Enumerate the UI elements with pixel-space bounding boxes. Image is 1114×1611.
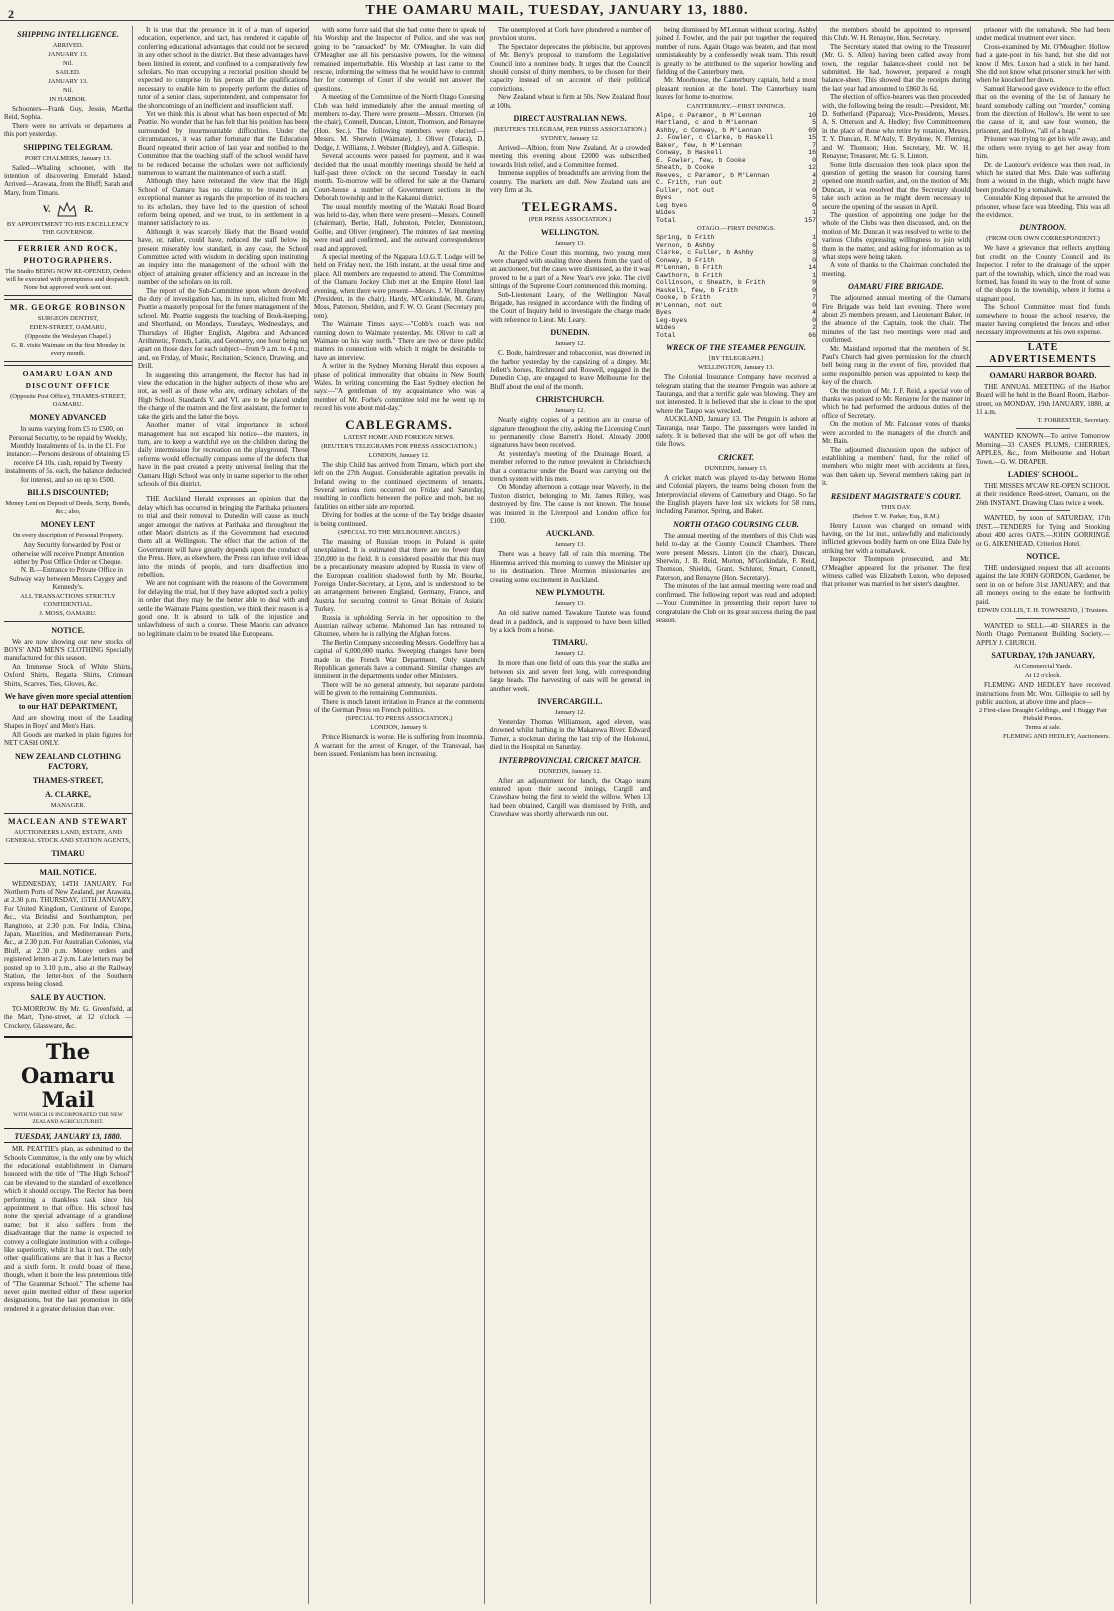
mail-notice-text: WEDNESDAY, 14TH JANUARY. For Northern Ports of New Zealand, per Arawata, at 2.30 p.m. THURSDAY, 15TH JANUARY. For United Kingdom, Continent of Europe, &c., via Brindisi and Southampton, per Rangitoto, at 2.30 p.m. For India, China, Japan, Mauritius, and Mediterranean Ports, &c., at 2.30 p.m. For Australian Colonies, via Bluff, at 2.30 p.m. Money orders and registered letters at 2 p.m. Late letters may be posted up to 3.10 p.m., also at the Railway Station, the letter-box of the Southern express being closed.: [4, 879, 132, 989]
crest-v: V.: [42, 204, 51, 215]
score-row: [656, 242, 816, 250]
paper-masthead: [4, 1036, 132, 1129]
col6-p6: A vote of thanks to the Chairman concluded the meeting.: [822, 261, 970, 278]
shipping-telegram-place: PORT CHALMERS, January 13.: [24, 154, 112, 162]
score-player: Haskell, few, b Frith: [656, 286, 738, 294]
score-runs: 5: [812, 194, 816, 202]
editorial-p3: Yet we think this is about what has been expected of Mr. Peattie. No wonder that he has felt that his position has been surrounded by insurmountable difficulties. Under the circumstances, it was rather fortunate that the Education Board repeated their action of last year and notified to the Committee that the teaching staff of the school would have to be reduced because the scholars were not sufficiently numerous to warrant the maintenance of such a staff.: [138, 110, 308, 177]
maclean-title: MACLEAN AND STEWART: [7, 816, 129, 826]
cable-source-3: (SPECIAL TO PRESS ASSOCIATION.): [345, 715, 453, 723]
col4-p16: After an adjournment for lunch, the Otago team entered upon their second innings, Cargill and Crawshaw being the first to wield the willow. When 13 had been obtained, Cargill was dismissed by Frith, and Crawshaw was shortly afterwards run out.: [490, 776, 650, 819]
score-1-total-value: 157: [804, 216, 816, 224]
score-runs: 0: [812, 301, 816, 309]
column-7: [976, 26, 1110, 1604]
thames-street: THAMES-STREET,: [32, 775, 104, 785]
score-row: [656, 202, 816, 210]
loan-title: OAMARU LOAN AND DISCOUNT OFFICE: [22, 369, 114, 391]
fire-p1: The adjourned annual meeting of the Oamaru Fire Brigade was held last evening. There were about 25 members present, and Lieutenant Baker, in the absence of the Captain, took the chair. The minutes of the last two meetings were read and confirmed.: [822, 294, 970, 345]
col6-p2: The Secretary stated that owing to the Treasurer (Mr. G. S. Allen) having been called away from town, the regular balance-sheet could not be submitted. He had, however, prepared a rough balance-sheet. This showed that the receipts during the last year had amounted to £860 3s 6d.: [822, 42, 970, 93]
fire-p3: On the motion of Mr. J. F. Reid, a special vote of thanks was passed to Mr. Renayne for the manner in which he had performed the arduous duties of the office of Secretary.: [822, 386, 970, 420]
robinson-advert: [4, 299, 132, 362]
score-player: Conway, b Haskell: [656, 149, 723, 157]
cable-source-2: (SPECIAL TO THE MELBOURNE ARGUS.): [338, 528, 460, 536]
fire-p4: On the motion of Mr. Falconer votes of thanks were accorded to the managers of the church and Mr. Bain.: [822, 420, 970, 446]
sale-time: At 12 o'clock.: [1024, 672, 1062, 680]
col4-p13: An old native named Tawakure Tautete was found dead in a paddock, and is supposed to have been killed by a kick from a horse.: [490, 609, 650, 634]
newspaper-masthead-line: [0, 0, 1114, 21]
score-row: [656, 324, 816, 332]
score-runs: 0: [812, 186, 816, 194]
wreck-date: WELLINGTON, January 13.: [697, 364, 775, 372]
col4-p11: On Monday afternoon a cottage near Waverly, in the Tuxton district, belonging to Mr. James Rilley, was destroyed by fire. The cause is not known. The house was insured in the Liverpool and London office for £100.: [490, 483, 650, 526]
maclean-advert: [4, 813, 132, 864]
score-row: [656, 157, 816, 165]
sailed-list: Nil.: [63, 87, 73, 94]
col4-p7: Sub-Lieutenant Leary, of the Wellington Naval Brigade, has resigned in accordance with the finding of the Court of Inquiry held to investigate the charge made with reference to Lieut. Mc Leary.: [490, 290, 650, 324]
arrived-date: JANUARY 13.: [48, 51, 88, 58]
editorial-p6: The report of the Sub-Committee upon whom devolved the duty of investigation has, in its turn, elicited from Mr. Peattie a masterly proposal for the future management of the school. Mr. Peattie suggests the teaching of Book-keeping, and Shorthand, on Mondays, Tuesdays, Wednesdays, and Thursdays of Higher English, Algebra and Advanced Arithmetic, French, Latin, and Geometry, one hour being set apart on those days for each subject—from 9 a.m. to 4 p.m.; and, on Friday, of Music, Recitation, Science, Drawing, and Drill.: [138, 286, 308, 371]
sailed-heading: SAILED.: [55, 69, 81, 76]
score-player: Hartland, c and b M'Lennan: [656, 119, 758, 127]
plain-text: All Goods are marked in plain figures for NET CASH ONLY.: [4, 730, 132, 748]
moss-name: J. MOSS, OAMARU.: [39, 609, 97, 617]
dunedin-heading: DUNEDIN.: [550, 328, 590, 338]
scorecard-1: [656, 112, 816, 217]
wreck-p1: The Colonial Insurance Company have received a telegram stating that the steamer Penguin was ashore at Tauranga, and that a terrific gale was blowing. They are not interested. It is believed that she is close to the spot where the Taupo was wrecked.: [656, 373, 816, 415]
wreck-p2: AUCKLAND, January 13. The Penguin is ashore at Tauranga, near Taupo. The passengers were landed in safety. It is believed that she will be got off when the tide flows.: [656, 415, 816, 449]
cable-4: Russia is upholding Servia in her opposition to the Austrian railway scheme. Mahomed Jan has retreated to Ghuznee, where he is rallying the Afghan forces.: [314, 613, 484, 639]
scorecard-2: [656, 234, 816, 332]
editorial-p8: Another matter of vital importance in school management has not escaped his notice—the masters, in turn, are to keep a watchful eye on the children during the daily intermission for recreation on the playground. These reforms would effectually compass some of the defects that have in the past created a pretty universal feeling that the Oamaru High School was only in name superior to the other schools of this district.: [138, 421, 308, 488]
col3-p4: The usual monthly meeting of the Waitaki Road Board was held to-day, when there were present—Messrs. Connell (chairman), Bertie, Hall, Johnston, Petcler, Dennistoun, Gollie, and Oliver (engineer). The minutes of last meeting were read and confirmed, and the outward correspondence read and approved.: [314, 202, 484, 253]
timaru-date: January 12.: [555, 650, 585, 658]
auckland-heading: AUCKLAND.: [545, 529, 595, 539]
resident-p2: Inspector Thompson prosecuted, and Mr. O'Meagher appeared for the prisoner. The first witness called was Elizabeth Luxon, who deposed that prisoner was married to her sister's daughter.: [822, 555, 970, 589]
wanted-known-text: WANTED KNOWN—To arrive Tomorrow Morning—33 CASES PLUMS, CHERRIES, APPLES, &c., from Melbourne and Hobart Town.—G. W. DRAPER.: [976, 432, 1110, 466]
col4-p4: Arrived—Albion, from New Zealand. At a crowded meeting this evening about £2000 was subscribed towards Irish relief, and a Committee formed.: [490, 144, 650, 169]
direct-news-date: SYDNEY, January 12.: [540, 135, 600, 143]
cricket-heading: CRICKET.: [718, 452, 754, 462]
direct-news-heading: DIRECT AUSTRALIAN NEWS.: [513, 114, 627, 124]
christchurch-date: January 12.: [555, 407, 585, 415]
col4-p12: There was a heavy fall of rain this morning. The Hinemoa arrived this morning to convey the Minister up to its destination. Three Mormon missionaries are creating some excitement in Auckland.: [490, 550, 650, 584]
shirts-text: An Immense Stock of White Shirts, Oxford Shirts, Regatta Shirts, Crimean Shirts, Scarves, Ties, Gloves, &c.: [4, 662, 132, 688]
col4-p14: In more than one field of oats this year the stalks are between six and seven feet long, with corresponding large heads. The harvesting of oats will be general in another week.: [490, 659, 650, 693]
score-1-total-label: Total: [656, 216, 676, 224]
duntroon-p1: We have a grievance that reflects anything but credit on the County Council and its Inspector. I refer to the drainage of the upper part of the township, which, since the road was formed, has found its way to the front of some of the shops in the township, where it forms a stagnant pool.: [976, 244, 1110, 303]
sailed-date: JANUARY 13.: [48, 78, 88, 85]
duntroon-heading: DUNTROON.: [1019, 223, 1067, 233]
notice-text: We are now showing our new stocks of BOYS' AND MEN'S CLOTHING Specially manufactured for this season.: [4, 637, 132, 663]
robinson-visit: G. R. visits Waimate on the first Monday in every month.: [11, 342, 125, 358]
score-row: [656, 149, 816, 157]
score-player: Spring, b Frith: [656, 234, 715, 242]
col4-p8: C. Bode, hairdresser and tobacconist, was drowned in the harbor yesterday by the capsizing of a dingey. Mr. Jellett's horses, Richmond and Roswell, engaged in the Dunedin Cup, are engaged to leave Melbourne for the Bluff about the end of the month.: [490, 349, 650, 391]
score-runs: 1: [812, 271, 816, 279]
harbor-text: Schooners—Frank Guy, Jessie, Martha Reid, Sophia.: [4, 105, 132, 122]
score-row: [656, 209, 816, 217]
col6-p3: The election of office-bearers was then proceeded with, the following being the result:—President, Mr. D. Sutherland (Paparoa); Vice-Presidents, Messrs. A. S. Otterson and A. Hedley; five Committeemen in the place of those who retire by rotation, Messrs. T. Y. Duncan, R. M'Auly, T. Brydone, N. Fleming, and W. Thomson; Hon. Secretary, Mr. W. H. Renayne; Treasurer, Mr. G. S. Lintott.: [822, 93, 970, 161]
score-player: Cawthorn, b Frith: [656, 271, 723, 279]
score-player: Sheath, b Cooke: [656, 164, 715, 172]
score-runs: 6: [812, 241, 816, 249]
wreck-source: [BY TELEGRAPH.]: [708, 355, 764, 363]
col5-p1: being dismissed by M'Lennan without scoring. Ashby joined J. Fowler, and the pair put together the required number of runs. Again Otago was beaten, and that most unmistakeably by a confessedly weak team. This result is greatly to be attributed to the superior bowling and fielding of the Canterbury men.: [656, 26, 816, 77]
ferrier-title: FERRIER AND ROCK, PHOTOGRAPHERS.: [18, 244, 118, 266]
agents-text: N. B.—Entrance to Private Office in Subway way between Messrs Caygey and Kennedy's.: [9, 566, 127, 592]
invercargill-heading: INVERCARGILL.: [537, 696, 603, 706]
timaru-heading: TIMARU.: [552, 638, 588, 648]
editorial-p10: We are not cognisant with the reasons of the Government for delaying the trial, but if they have adopted such a policy in order that they may be the better able to deal with and settle the Waimate Plains question, we think their reason is a good one. It is absurd to talk of the injustice and unlawfulness of such a course. These Maoris can advance no legitimate claim to be treated like Europeans.: [138, 579, 308, 638]
col6-p4: Some little discussion then took place upon the question of getting the season for coursing hares opened one month earlier, and, on the motion of Mr. Duncan, it was resolved that the Secretary should take such action as he might deem necessary to secure the opening of the season in April.: [822, 160, 970, 211]
divider: [1016, 510, 1070, 511]
score-runs: 4: [812, 171, 816, 179]
score-2-total-label: Total: [656, 331, 676, 339]
coursing-p2: The minutes of the last annual meeting were read and confirmed. The following report was read and adopted:—Your Committee in presenting their report have to congratulate the Club on its great success during the past season.: [656, 582, 816, 624]
hat-text: And are showing most of the Leading Shapes in Boys' and Men's Hats.: [4, 713, 132, 731]
money-lent: MONEY LENT: [40, 520, 96, 530]
wellington-heading: WELLINGTON.: [540, 227, 600, 237]
column-3: [314, 26, 485, 1604]
auctioneers-text: AUCTIONEERS LAND, ESTATE, AND GENERAL STOCK AND STATION AGENTS,: [5, 828, 131, 844]
cricket-p1: A cricket match was played to-day between Home and Colonial players, the teams being chosen from the Interprovincial elevens of Canterbury and Otago. So far the English players have lost six wickets for 58 runs, including Paramor, Spring, and Baker.: [656, 473, 816, 516]
money-advanced: MONEY ADVANCED: [29, 413, 107, 423]
score-player: Fuller, not out: [656, 186, 715, 194]
harbor-board-heading: OAMARU HARBOR BOARD.: [989, 370, 1097, 380]
score-row: [656, 194, 816, 202]
editorial-p1: MR. PEATTIE's plan, as submitted to the Schools Committee, is the only one by which the educational establishment in Oamaru honored with the title of "The High School" can be elevated to the standard of excellence which it should occupy. The Rector has been performing a thankless task since his appointment to that office. His school has none the special advantage of a grandiose name; but it also suffers from the disadvantage that the name is expected to convey a collegiate institution with a college-like superiority, whilst it has it not. The only other qualifications are that it has a Rector and a sixth form. It could boast of these, though, when it bore the less pretentious title of "The Grammar School." The scheme has never quite merited either of these superior designations, but the last promotion in title rendered it a greater delusion than ever.: [4, 1145, 132, 1313]
new-plymouth-date: January 13.: [555, 600, 585, 608]
coursing-p1: The annual meeting of the members of this Club was held to-day at the County Council Chambers. There were present Messrs. Lintott (in the chair), Duncan, Sherwin, J. B. Reid, Morton, M'Gorkindale, F. Reid, Thomson, Shields, Grant, Schluter, Smart, Connell, Paterson, and Renayne (Hon. Secretary).: [656, 531, 816, 582]
paper-title: The Oamaru Mail: [20, 1039, 116, 1113]
score-runs: 69: [808, 126, 816, 134]
appointment-text: BY APPOINTMENT TO HIS EXCELLENCY THE GOVERNOR.: [6, 221, 130, 237]
sale-items: 2 First-class Draught Geldings, and 1 Buggy Pair Piebald Ponies.: [978, 707, 1108, 723]
score-runs: 10: [808, 111, 816, 119]
notice-heading: NOTICE.: [51, 625, 85, 635]
col4-p10: At yesterday's meeting of the Drainage Board, a member referred to the rumor prevalent in Christchurch that a contractor under the Board was carrying out the trench system with his men.: [490, 449, 650, 484]
score-heading-1: CANTERBURY.—FIRST INNINGS.: [686, 102, 786, 110]
score-runs: 0: [812, 316, 816, 324]
harbor-heading: IN HARBOR.: [49, 96, 87, 103]
score-row: [656, 317, 816, 325]
forrester-signature: T. FORRESTER, Secretary.: [1037, 417, 1110, 425]
col4-p9: Nearly eighty copies of a petition are in course of signature throughout the city, asking the Licensing Court to permanently close Barrett's Hotel. Already 2000 signatures have been received.: [490, 416, 650, 450]
ferrier-text: The Studio BEING NOW RE-OPENED, Orders will be executed with promptness and despatch. None but approved work sent out.: [5, 268, 131, 292]
score-row: [656, 309, 816, 317]
cricket-match-heading: INTERPROVINCIAL CRICKET MATCH.: [498, 755, 642, 765]
money-lent-text: On every description of Personal Property.: [12, 532, 124, 540]
score-runs: 0: [812, 256, 816, 264]
score-player: E. Fowler, few, b Cooke: [656, 156, 746, 164]
telegrams-heading: TELEGRAMS.: [521, 198, 619, 214]
sale-text: TO-MORROW. By Mr. G. Greenfield, at the Mart, Tyne-street, at 12 o'clock — Crockery, Glassware, &c.: [4, 1004, 132, 1030]
resident-magistrate-heading: RESIDENT MAGISTRATE'S COURT.: [830, 491, 962, 501]
score-runs: 3: [812, 249, 816, 257]
wanted-sell-text: WANTED to SELL—40 SHARES in the North Otago Permanent Building Society.—APPLY J. CHURCH.: [976, 621, 1110, 647]
score-player: C. Frith, run out: [656, 179, 723, 187]
score-row: [656, 119, 816, 127]
col7-p4: Prisoner was trying to get his wife away, and the others were trying to get her away from him.: [976, 135, 1110, 161]
editorial-p9: THE Auckland Herald expresses an opinion that the delay which has occurred in bringing the Parihaka prisoners to trial and their removal to Dunedin will cause as much anger amongst the natives at Parihaka and throughout the other Maori districts as if the Government had executed them all at Wellington. The effect that the action of the Government will have greatly depends upon the conduct of the Press. Here, as elsewhere, the Press can infuse evil ideas into the minds of people, and turn disaffection into rebellion.: [138, 495, 308, 579]
score-row: [656, 187, 816, 195]
page-number: 2: [8, 7, 15, 21]
score-player: Alpe, c Paramor, b M'Lennan: [656, 111, 762, 119]
score-row: [656, 264, 816, 272]
divider: [1016, 618, 1070, 619]
ladies-school-heading: LADIES' SCHOOL.: [1007, 470, 1079, 480]
col7-p6: Constable King deposed that he arrested the prisoner, whose face was bleeding. This was all the evidence.: [976, 194, 1110, 219]
duntroon-p2: The School Committee must find funds somewhere to house the school reserve, the master having completed the fences and other necessary improvements at his own expense.: [976, 303, 1110, 337]
score-player: M'Lennan, b Frith: [656, 264, 723, 272]
telegrams-source: (PER PRESS ASSOCIATION.): [528, 215, 612, 223]
harbor-board-text: THE ANNUAL MEETING of the Harbor Board will be held in the Board Room, Harbor-street, on MONDAY, 19th JANUARY, 1880, at 11 a.m.: [976, 382, 1110, 417]
robinson-name: MR. GEORGE ROBINSON: [9, 303, 127, 313]
cablegrams-subheading: LATEST HOME AND FOREIGN NEWS.: [343, 433, 455, 441]
col7-p2: Cross-examined by Mr. O'Meagher: Hollow had a gate-post in his hand, but she did not know if Mrs. Luxon had a stick in her hand. She did not know what prisoner struck her with when he knocked her down.: [976, 42, 1110, 85]
column-5: [656, 26, 817, 1604]
col4-p1: The unemployed at Cork have plundered a number of provision stores.: [490, 26, 650, 43]
cable-1: The ship Child has arrived from Timaru, which port she left on the 27th August. Considerable agitation prevails in Ireland owing to the continued ejectments of tenants. Several serious riots occurred on Friday and Saturday, resulting in conflicts between the police and mob, but no fatalities on either side are reported.: [314, 460, 484, 511]
column-6: [822, 26, 971, 1604]
score-runs: 14: [808, 264, 816, 272]
shipping-heading: SHIPPING INTELLIGENCE.: [17, 30, 119, 39]
shipping-telegram-heading: SHIPPING TELEGRAM.: [23, 142, 113, 152]
christchurch-heading: CHRISTCHURCH.: [535, 395, 605, 405]
bills-text: Money Lent on Deposit of Deeds, Scrip, Bonds, &c.; also,: [5, 500, 131, 516]
cable-3: The massing of Russian troops in Poland is quite unexplained. It is estimated that there are no fewer than 350,000 in the field. It is considered possible that this may be a precautionary measure adopted by Russia in view of the European coalition shadowed forth by Mr. Bourke, Foreign Under-Secretary, at Lynn, and is understood to be an arrangement between England, Germany, France, and Austria for securing control to Great Britain of Asiatic Turkey.: [314, 537, 484, 614]
cable-5: The Berlin Company succeeding Messrs. Godeffroy has a capital of 6,000,000 marks. Sweeping changes have been made in the French War Department. Only staunch Republican generals have a command. Similar changes are imminent in the departments under other Ministers.: [314, 638, 484, 681]
nz-clothing: NEW ZEALAND CLOTHING FACTORY,: [14, 751, 122, 771]
wreck-heading: WRECK OF THE STEAMER PENGUIN.: [665, 343, 807, 353]
trustees-text: EDWIN COLLIS, T. H. TOWNSEND, } Trustees.: [977, 606, 1109, 614]
col7-p5: Dr. de Lautour's evidence was then read, in which he stated that Mrs. Dale was suffering from a wound in the thigh, which might have been produced by a tomahawk.: [976, 160, 1110, 194]
score-row: [656, 179, 816, 187]
score-player: Byes: [656, 309, 672, 317]
arrived-heading: ARRIVED.: [52, 42, 84, 49]
divider: [189, 491, 257, 492]
resident-source: (Before T. W. Parker, Esq., R.M.): [852, 512, 940, 520]
score-player: Cooke, b Frith: [656, 294, 711, 302]
crown-icon: [56, 200, 78, 218]
score-runs: 1: [812, 209, 816, 217]
sale-heading: SALE BY AUCTION.: [30, 992, 106, 1002]
col4-p6: At the Police Court this morning, two young men were charged with stealing three sheets from the yard of an auctioneer, but the cases were dismissed, as the it was proved to be a part of a New Year's eve joke. The civil sittings of the Supreme Court commenced this morning.: [490, 248, 650, 291]
score-heading-2: OTAGO.—FIRST INNINGS.: [697, 225, 775, 233]
score-row: [656, 272, 816, 280]
cable-7: There is much latent irritation in France at the comments of the German Press on French politics.: [314, 697, 484, 715]
score-runs: 16: [808, 149, 816, 157]
strict-text: ALL TRANSACTIONS STRICTLY CONFIDENTIAL.: [20, 592, 116, 608]
direct-news-source: (REUTER'S TELEGRAM, PER PRESS ASSOCIATION.): [493, 126, 647, 134]
score-player: Ashby, c Conway, b M'Lennan: [656, 126, 762, 134]
col5-p2: Mr. Moorhouse, the Canterbury captain, held a most pleasant reunion at the hotel. The Canterbury team leaves for home to-morrow.: [656, 76, 816, 102]
score-player: Clarke, c Fuller, b Ashby: [656, 249, 754, 257]
cricket-date: DUNEDIN, January 13.: [704, 464, 768, 472]
score-row: [656, 302, 816, 310]
score-player: Reeves, c Paramor, b M'Lennan: [656, 171, 770, 179]
notice-heading-2: NOTICE.: [1026, 551, 1060, 561]
col7-p3: Samuel Harwood gave evidence to the effect that on the evening of the 1st of January he heard somebody calling out "murder," coming from the direction of Hollow's. He went to see the cause of it, and saw four women, the prisoner, and Hollow, "all of a heap.": [976, 84, 1110, 135]
score-row: [656, 142, 816, 150]
score-player: Conway, b Frith: [656, 256, 715, 264]
column-4: [490, 26, 651, 1604]
masthead-title: THE OAMARU MAIL, TUESDAY, JANUARY 13, 1880.: [365, 3, 749, 18]
score-runs: 2: [812, 179, 816, 187]
col4-p15: Yesterday Thomas Williamson, aged eleven, was drowned whilst bathing in the Makarewa River. Edward Turner, a stockman during the last trip of the Hokonui, died in the Hospital on Saturday.: [490, 717, 650, 752]
score-player: Wides: [656, 209, 676, 217]
score-runs: 0: [812, 201, 816, 209]
score-player: Collinson, c Sheath, b Frith: [656, 279, 766, 287]
wanted-tenders-text: WANTED, by soon of SATURDAY, 17th INST.—TENDERS for Tying and Stooking about 400 acres OATS.—JOHN GORRINGE or G. AIKENHEAD, Criterion Hotel.: [976, 514, 1110, 548]
score-runs: 2: [812, 324, 816, 332]
column-1: [4, 26, 133, 1604]
invercargill-date: January 12.: [555, 708, 585, 716]
robinson-note: (Opposite the Wesleyan Chapel.): [25, 333, 111, 341]
cablegrams-date: LONDON, January 12.: [368, 451, 430, 459]
col3-p7: A writer in the Sydney Morning Herald thus exposes a phase of political immorality that obtains in New South Wales. In writing concerning the East Sydney election he says:—"A gentleman of my acquaintance who was a member of Mr. Forbe's committee told me he went up to record his vote about mid-day.": [314, 362, 484, 413]
money-text: In sums varying from £5 to £500, on Personal Security, to be repaid by Weekly, Monthly Instalments of 1s. in the £1. For instance:—Persons desirous of obtaining £5 receive £4 10s. cash, repaid by Twenty instalments of 5s. each, the balance deducted for interest, and so on up to £500.: [5, 425, 131, 484]
score-2-total-value: 66: [808, 331, 816, 339]
score-runs: 7: [812, 141, 816, 149]
cable-2: Diving for bodies at the scene of the Tay bridge disaster is being continued.: [314, 511, 484, 528]
fire-brigade-heading: OAMARU FIRE BRIGADE.: [848, 282, 944, 292]
clarke-name: A. CLARKE,: [44, 789, 91, 799]
score-player: J. Fowler, c Clarke, b Haskell: [656, 134, 774, 142]
score-player: Byes: [656, 194, 672, 202]
resident-p1: Henry Luxon was charged on remand with having, on the 1st inst., unlawfully and maliciously inflicted grievous bodily harm on one Eliza Dale by striking her with a tomahawk.: [822, 521, 970, 555]
score-player: Leg byes: [656, 201, 688, 209]
score-player: Baker, few, b M'Lennan: [656, 141, 742, 149]
ladies-school-text: THE MISSES M'CAW RE-OPEN SCHOOL at their residence Reed-street, Oamaru, on the 26th INSTANT. Drawing Class twice a week.: [976, 482, 1110, 507]
paper-subtitle: WITH WHICH IS INCORPORATED THE NEW ZEALAND AGRICULTURIST.: [13, 1112, 123, 1126]
robinson-address: EDEN-STREET, OAMARU,: [29, 324, 107, 332]
col6-p1: the members should be appointed to represent this Club. W. H. Renayne, Hon. Secretary.: [822, 26, 970, 43]
score-row: [656, 127, 816, 135]
score-runs: 15: [808, 134, 816, 142]
editorial-p2: It is true that the presence in it of a man of superior education, experience, and tact, has rendered it capable of conferring educational advantages that could not be secured in any other school in the district. But these advantages have been limited in extent, and confined to a comparatively few scholars. No man occupying a rectorial position should be expected to comprise in his person all the qualifications necessary to enable him to properly perform the duties of tutor of a senior class, superintendent, and compensator for the shortcomings of an inefficient and insufficient staff.: [138, 26, 308, 110]
dunedin-date: January 12.: [555, 340, 585, 348]
shipping-telegram-text: Sailed—Whaling schooner, with the intention of discovering Emerald Island. Arrived—Arawata, from the Bluff; Sarah and Mary, from Timaru.: [4, 163, 132, 197]
late-advertisements-heading: LATE ADVERTISEMENTS: [976, 341, 1110, 367]
sale-place: At Commercial Yards.: [1013, 663, 1073, 671]
col7-p1: prisoner with the tomahawk. She had been under medical treatment ever since.: [976, 26, 1110, 43]
editorial-p7: In suggesting this arrangement, the Rector has had in view the education in the higher subjects of those who are not, as well as of those who are, ordinary scholars of the High School. Standards V. and VI. are to be placed under the charge of the matron and the first assistant, the former to take the girls and the latter the boys.: [138, 370, 308, 421]
col3-p5: A special meeting of the Ngapara I.O.G.T. Lodge will be held on Friday next, the 16th instant, at the usual time and place. All members are requested to attend. The Committee of the Oamaru Jockey Club met at the Empire Hotel last evening, when there were present—Messrs. J. W. Humphrey (President, in the chair), Hardy, M'Corkindale, M. Grant, Moss, Paterson, Sheldon, and F. W. O. Grant (Secretary pro tem).: [314, 252, 484, 320]
editorial-p5: Although it was scarcely likely that the Board would have, or, rather, could have, reduced the staff below its present miserably low standard, in any case, the School Committee acted with wisdom in deciding upon instituting an inquiry into the management of the school with the object of attaining greater efficiency and an increase in the number of the scholars on its roll.: [138, 227, 308, 287]
score-player: Wides: [656, 324, 676, 332]
loan-advert: [4, 365, 132, 621]
score-row: [656, 112, 816, 120]
score-runs: 0: [812, 156, 816, 164]
royal-crest: [4, 200, 132, 218]
score-row: [656, 164, 816, 172]
col4-p5: Immense supplies of breadstuffs are arriving from the country. The markets are dull. New Zealand oats are very firm at 3s.: [490, 169, 650, 195]
score-player: M'Lennan, not out: [656, 301, 723, 309]
score-row: [656, 249, 816, 257]
new-plymouth-heading: NEW PLYMOUTH.: [535, 588, 605, 598]
bills-heading: BILLS DISCOUNTED;: [27, 488, 109, 498]
fire-p2: Mr. Mainland reported that the members of St. Paul's Church had given permission for the church bell being rung in the event of fire, provided that some responsible person was appointed to keep the key of the church.: [822, 344, 970, 387]
cable-8: Prince Bismarck is worse. He is suffering from insomnia. A warrant for the arrest of Kruger, of the Transvaal, has been issued. Fenianism has been increasing.: [314, 733, 484, 759]
auckland-date: January 13.: [555, 541, 585, 549]
col4-p2: The Spectator deprecates the plebiscite, but approves of Mr. Berry's proposal to transform the Legislative Council into a nominee body. It urges that the Council should consist of thirty members, to be chosen for their capacity instead of on account of their political convictions.: [490, 42, 650, 93]
paper-date: TUESDAY, JANUARY 13, 1880.: [4, 1132, 132, 1143]
score-row: [656, 257, 816, 265]
loan-address: (Opposite Post Office), THAMES-STREET, OAMARU.: [10, 393, 126, 409]
robinson-title: SURGEON DENTIST,: [37, 315, 99, 323]
fire-p5: The adjourned discussion upon the subject of establishing a members' fund, for the relief of members who might meet with accidents at fires, was then taken up. Several members taking part in it.: [822, 445, 970, 488]
notice-text-2: THE undersigned request that all accounts against the late JOHN GORDON, Gardener, be sent in on or before 31st JANUARY; and that all moneys owing to the estate be forthwith paid.: [976, 563, 1110, 606]
col3-p6: The Waimate Times says:—"Cobb's coach was not running down to Waimate yesterday. Mr. Oliver to call at Waimate on his way north." There are two or three public matters in connection with which it might be desirable to have an interview.: [314, 320, 484, 362]
scorecard-2-total: [656, 332, 816, 340]
score-row: [656, 172, 816, 180]
score-runs: 12: [808, 164, 816, 172]
score-runs: 0: [812, 286, 816, 294]
editorial-p4: Although they have reiterated the view that the High School of Oamaru has no claims to be treated in an exceptional manner as regards the proportion of its teachers to its scholars, they have led to the question of school reform being opened, and we trust, to its settlement in a manner satisfactory to us.: [138, 177, 308, 228]
manager-title: MANAGER.: [50, 801, 86, 809]
score-runs: 4: [812, 309, 816, 317]
cricket-match-date: DUNEDIN, January 12.: [538, 767, 602, 775]
col6-p5: The question of appointing one judge for the whole of the Clubs was then discussed, and, on the motion of Mr. Duncan it was resolved to write to the various Clubs expressing willingness to join with them in the matter, and asking for information as to what steps were being taken.: [822, 210, 970, 261]
cablegrams-heading: CABLEGRAMS.: [345, 416, 453, 432]
fleming-signature: FLEMING AND HEDLEY, Auctioneers.: [1003, 733, 1110, 741]
timaru-text: TIMARU: [51, 848, 85, 858]
divider: [1016, 428, 1070, 429]
resident-subheading: THIS DAY.: [880, 503, 912, 511]
ferrier-advert: [4, 240, 132, 296]
score-runs: 5: [812, 119, 816, 127]
saturday-heading: SATURDAY, 17th JANUARY,: [991, 651, 1095, 661]
score-row: [656, 279, 816, 287]
sale-terms: Terms at sale.: [1025, 724, 1061, 732]
hat-heading: We have given more special attention to our HAT DEPARTMENT,: [4, 691, 132, 711]
score-row: [656, 294, 816, 302]
score-runs: 1: [812, 234, 816, 242]
score-runs: 9: [812, 279, 816, 287]
wellington-date: January 13.: [555, 239, 585, 247]
col3-p1: with some force said that she had come there to speak to his Worship and the Inspector of Police, and she was not going to be "ransacked" by Mr. O'Meagher. In vain did O'Meagher use all his persuasive powers, for the witness remained imperturbable. His Worship at last came to the rescue, informing the witness that he would have to commit her for contempt of Court if she would not answer the questions.: [314, 26, 484, 93]
crest-r: R.: [84, 204, 94, 215]
cable-6: There will be no general amnesty, but separate pardons will be given to the remaining Communists.: [314, 680, 484, 698]
score-player: Leg-byes: [656, 316, 688, 324]
arrived-list: Nil.: [63, 60, 73, 67]
fleming-text: FLEMING AND HEDLEY have received instructions from Mr. Wm. Gillespie to sell by public auction, at above time and place—: [976, 681, 1110, 706]
col3-p2: A meeting of the Committee of the North Otago Coursing Club was held immediately after the annual meeting of members to-day. There were present—Messrs. Ottorsen (in the chair), Connell, Duncan, Lintott, Thomson, and Renayne (Hon. Sec.). The following members were elected:—Messrs. M. Sherwin (Waimate), J. Oliver (Totara), D. Dodge, J. Williams, J. Webster (Ridgley), and A. Gillespie.: [314, 93, 484, 152]
scorecard-1-total: [656, 217, 816, 225]
score-row: [656, 287, 816, 295]
mail-notice-heading: MAIL NOTICE.: [39, 867, 97, 877]
cable-date-2: LONDON, January 9.: [370, 724, 428, 732]
no-arrivals-text: There were no arrivals or departures at this port yesterday.: [4, 121, 132, 139]
score-row: [656, 134, 816, 142]
score-player: Vernon, b Ashby: [656, 241, 715, 249]
column-2: [138, 26, 309, 1604]
score-runs: 7: [812, 294, 816, 302]
duntroon-source: (FROM OUR OWN CORRESPONDENT.): [986, 235, 1100, 243]
security-text: Any Security forwarded by Post or otherwise will receive Prompt Attention either by Post Office Order or Cheque.: [12, 541, 124, 566]
coursing-heading: NORTH OTAGO COURSING CLUB.: [673, 519, 799, 529]
cablegrams-source: (REUTER'S TELEGRAMS FOR PRESS ASSOCIATION.): [321, 442, 477, 450]
col3-p3: Several accounts were passed for payment, and it was decided that the usual monthly meetings should be held at half-past three o'clock on the second Tuesday in each month. To-morrow will be offered for sale at the Oamaru Court-house a number of Government sections in the Deborah township and in the Kakanui district.: [314, 152, 484, 203]
score-row: [656, 234, 816, 242]
col4-p3: New Zealand wheat is firm at 50s. New Zealand flour at 100s.: [490, 93, 650, 110]
